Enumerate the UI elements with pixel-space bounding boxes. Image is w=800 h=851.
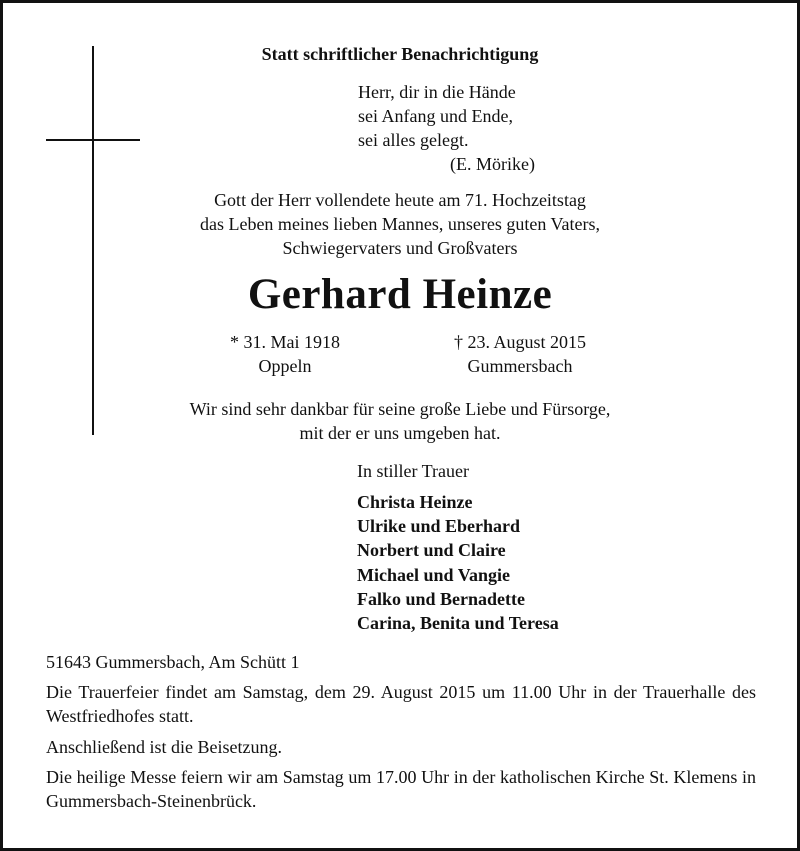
poem-line: sei Anfang und Ende, [358,106,513,126]
deceased-name: Gerhard Heinze [247,271,553,318]
gratitude-line: Wir sind sehr dankbar für seine große Liebe und Fürsorge, [189,399,611,419]
intro-line: Schwiegervaters und Großvaters [282,238,518,258]
poem [358,80,618,176]
mourning-label: In stiller Trauer [357,461,469,481]
cross-icon [92,46,94,435]
intro-line: das Leben meines lieben Mannes, unseres guten Vaters, [199,214,601,234]
mourner-name: Michael und Vangie [357,564,511,585]
gratitude-text [100,397,700,445]
poem-author: (E. Mörike) [450,154,535,174]
notice-header: Statt schriftlicher Benachrichtigung [261,44,539,64]
mourner-name: Christa Heinze [357,492,473,512]
mourner-name: Falko und Bernadette [357,588,526,609]
address: 51643 Gummersbach, Am Schütt 1 [46,652,300,672]
birth-date: * 31. Mai 1918 [230,332,340,352]
intro-text [100,188,700,260]
death-date: † 23. August 2015 [453,332,586,352]
mourner-name: Ulrike und Eberhard [357,516,521,537]
burial-info: Anschließend ist die Beisetzung. [46,737,282,757]
death-place: Gummersbach [467,356,573,376]
mass-info: Die heilige Messe feiern wir am Samstag um 17.00 Uhr in der katholischen Kirche St. Klemens in Gummersbach-Steinenbrück. [46,767,756,811]
mourner-name: Carina, Benita und Teresa [357,613,559,634]
mourner-name: Norbert und Claire [357,540,506,561]
mourner-list [357,490,657,635]
birth-place: Oppeln [258,356,312,376]
poem-line: Herr, dir in die Hände [358,82,516,102]
birth-info [180,330,390,378]
poem-line: sei alles gelegt. [358,130,469,150]
death-info [410,330,630,378]
cross-icon-bar [46,139,140,141]
funeral-info: Die Trauerfeier findet am Samstag, dem 29. August 2015 um 11.00 Uhr in der Trauerhalle des Westfriedhofes statt. [46,682,756,726]
intro-line: Gott der Herr vollendete heute am 71. Hochzeitstag [214,190,586,210]
gratitude-line: mit der er uns umgeben hat. [299,423,501,443]
